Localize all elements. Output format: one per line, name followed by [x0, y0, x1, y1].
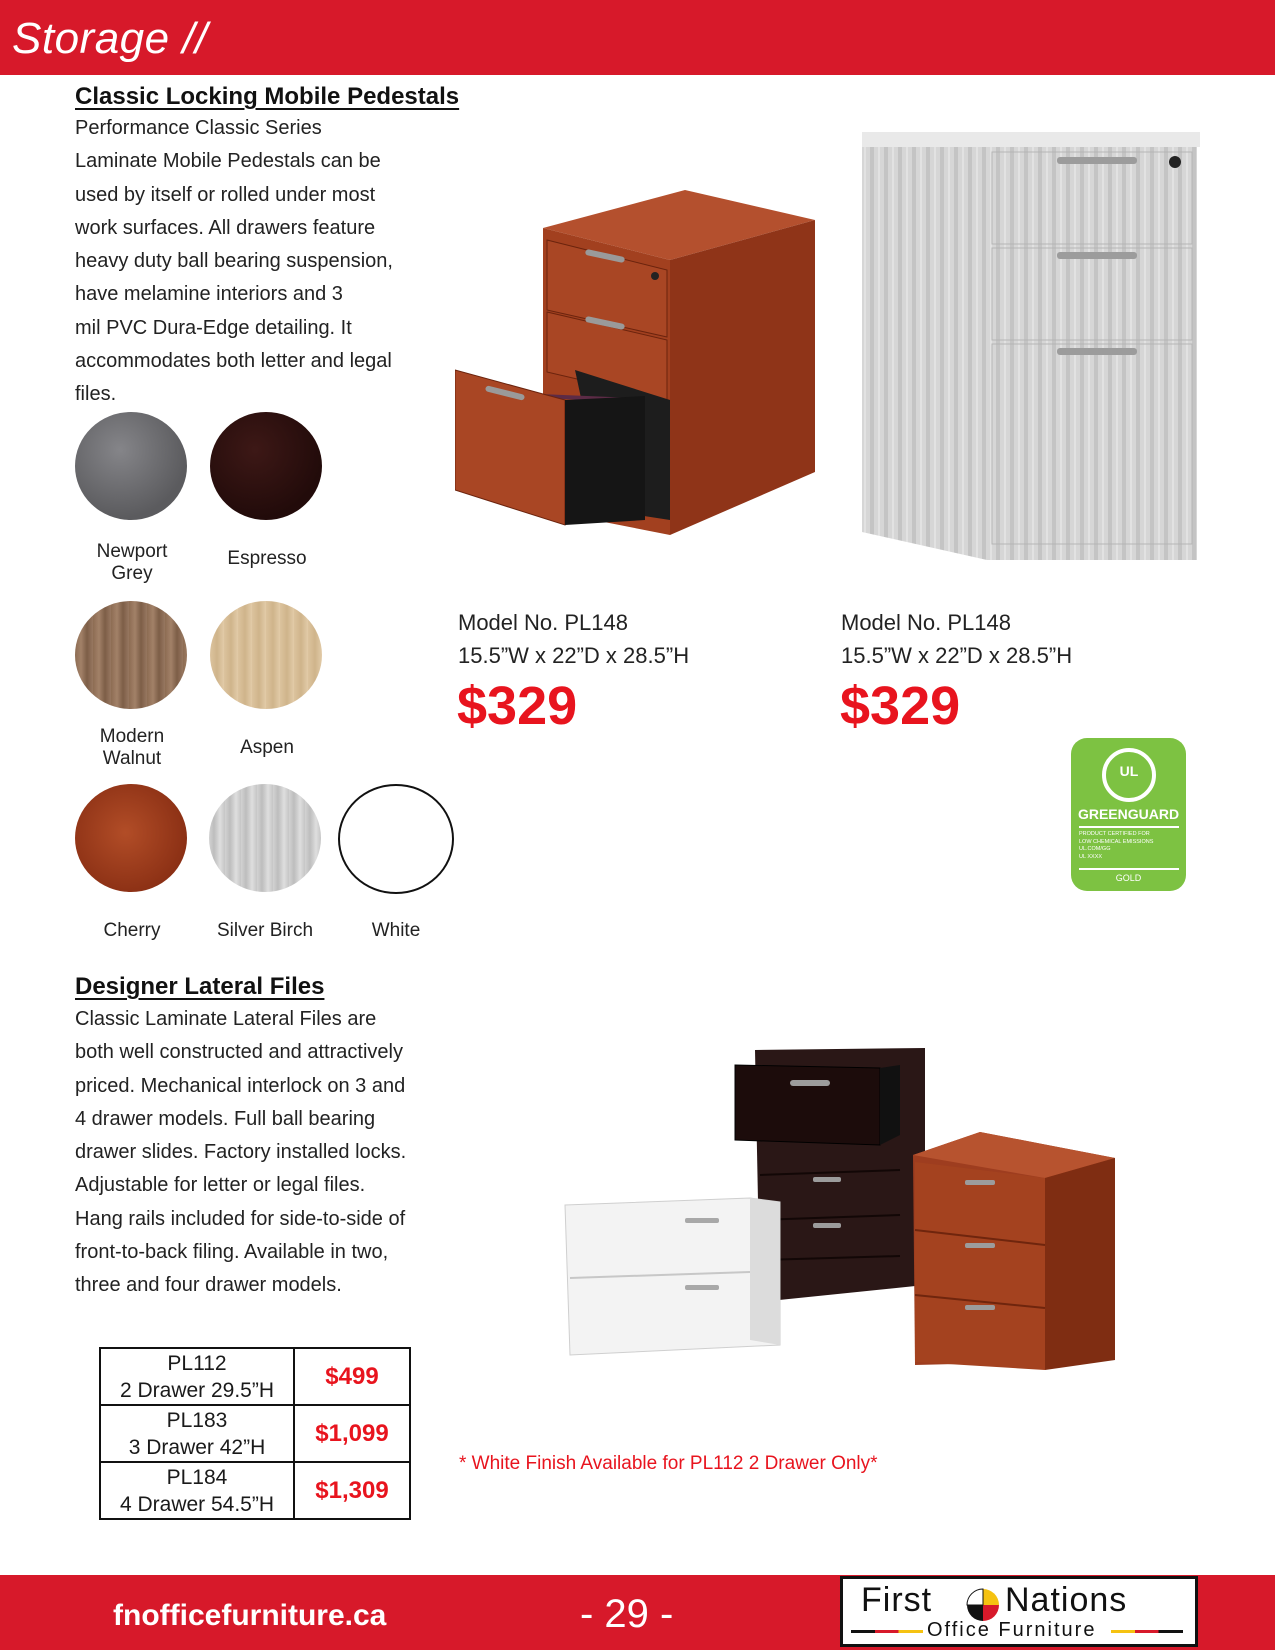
- white-finish-note: * White Finish Available for PL112 2 Drawer Only*: [459, 1453, 878, 1474]
- swatch-label: Newport Grey: [96, 541, 168, 584]
- desc-line: Performance Classic Series: [75, 117, 322, 139]
- swatch-silver-birch: [209, 784, 321, 892]
- greenguard-badge: [1071, 738, 1186, 891]
- table-cell-model: PL183 3 Drawer 42”H: [100, 1405, 294, 1462]
- logo-word-nations: Nations: [1005, 1581, 1128, 1619]
- product-dimensions: 15.5”W x 22”D x 28.5”H: [841, 643, 1073, 668]
- pedestals-description: [75, 112, 393, 412]
- silver-birch-pedestal-image: [842, 132, 1202, 572]
- table-row: [100, 1348, 410, 1405]
- product-2-info: [841, 606, 1072, 672]
- website-link[interactable]: fnofficefurniture.ca: [113, 1599, 387, 1632]
- cherry-pedestal-image: [455, 190, 815, 570]
- logo-subtitle: Office Furniture: [927, 1619, 1097, 1641]
- desc-line: files.: [75, 383, 117, 406]
- swatch-modern-walnut: [75, 601, 187, 709]
- table-row: [100, 1462, 410, 1519]
- ul-logo-icon: UL: [1102, 748, 1156, 802]
- product-1-info: [458, 606, 689, 672]
- page-number: - 29 -: [580, 1592, 674, 1636]
- badge-divider: [1079, 868, 1179, 870]
- product-model: Model No. PL148: [841, 610, 1011, 635]
- badge-divider: [1079, 826, 1179, 828]
- lateral-files-image: [560, 1040, 1120, 1380]
- swatch-label: Espresso: [227, 548, 307, 569]
- product-2-price: $329: [840, 676, 961, 736]
- swatch-label: White: [371, 920, 421, 941]
- swatch-newport-grey: [75, 412, 187, 520]
- desc-line: 4 drawer models. Full ball bearing: [75, 1107, 376, 1130]
- desc-line: work surfaces. All drawers feature: [75, 216, 376, 239]
- swatch-label: Silver Birch: [216, 920, 314, 941]
- swatch-label: Modern Walnut: [99, 726, 165, 769]
- logo-stripe-right: [1111, 1630, 1183, 1633]
- desc-line: front-to-back filing. Available in two,: [75, 1241, 389, 1264]
- table-cell-price: $1,099: [294, 1405, 410, 1462]
- desc-line: Hang rails included for side-to-side of: [75, 1207, 406, 1230]
- desc-line: have melamine interiors and 3: [75, 283, 343, 306]
- lateral-price-table: [99, 1347, 411, 1520]
- swatch-aspen: [210, 601, 322, 709]
- table-cell-model: PL184 4 Drawer 54.5”H: [100, 1462, 294, 1519]
- desc-line: Laminate Mobile Pedestals can be: [75, 150, 381, 173]
- desc-line: drawer slides. Factory installed locks.: [75, 1141, 407, 1164]
- company-logo: [840, 1576, 1198, 1647]
- table-cell-model: PL112 2 Drawer 29.5”H: [100, 1348, 294, 1405]
- desc-line: accommodates both letter and legal: [75, 350, 392, 373]
- pedestals-heading: Classic Locking Mobile Pedestals: [75, 83, 460, 110]
- product-1-price: $329: [457, 676, 578, 736]
- desc-line: Adjustable for letter or legal files.: [75, 1174, 366, 1197]
- logo-stripe-left: [851, 1630, 923, 1633]
- desc-line: both well constructed and attractively: [75, 1041, 403, 1064]
- desc-line: Classic Laminate Lateral Files are: [75, 1008, 377, 1030]
- table-row: [100, 1405, 410, 1462]
- table-cell-price: $499: [294, 1348, 410, 1405]
- swatch-white: [338, 784, 454, 894]
- swatch-cherry: [75, 784, 187, 892]
- badge-level: GOLD: [1115, 873, 1142, 883]
- desc-line: mil PVC Dura-Edge detailing. It: [75, 316, 352, 339]
- product-model: Model No. PL148: [458, 610, 628, 635]
- page-section-title: Storage //: [12, 14, 208, 63]
- swatch-label: Cherry: [103, 920, 161, 941]
- table-cell-price: $1,309: [294, 1462, 410, 1519]
- desc-line: priced. Mechanical interlock on 3 and: [75, 1074, 406, 1097]
- swatch-espresso: [210, 412, 322, 520]
- swatch-label: Aspen: [240, 737, 294, 758]
- badge-small-text: PRODUCT CERTIFIED FOR LOW CHEMICAL EMISSIONS UL.COM/GG UL XXXX: [1079, 831, 1154, 860]
- logo-word-first: First: [861, 1581, 933, 1619]
- lateral-heading: Designer Lateral Files: [75, 973, 325, 1000]
- lateral-description: [75, 1003, 406, 1303]
- product-dimensions: 15.5”W x 22”D x 28.5”H: [458, 643, 690, 668]
- desc-line: heavy duty ball bearing suspension,: [75, 250, 393, 273]
- desc-line: used by itself or rolled under most: [75, 183, 376, 206]
- desc-line: three and four drawer models.: [75, 1274, 342, 1297]
- badge-title: GREENGUARD: [1077, 806, 1180, 822]
- medicine-wheel-icon: [965, 1587, 1001, 1623]
